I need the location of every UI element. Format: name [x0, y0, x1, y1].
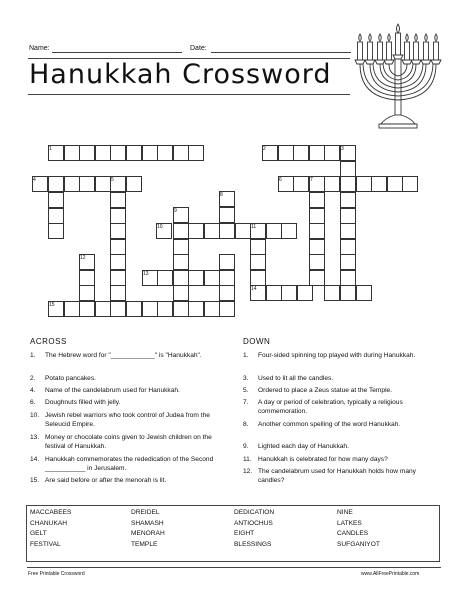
grid-cell[interactable] — [356, 176, 372, 192]
clue-text: Hanukkah is celebrated for how many days? — [258, 456, 388, 463]
down-heading: DOWN — [243, 337, 271, 346]
clue-text: Potato pancakes. — [45, 375, 96, 382]
clue-text: Are said before or after the menorah is lit. — [45, 477, 167, 484]
clue-number: 13 — [143, 270, 149, 277]
clue-number: 7. — [243, 399, 249, 406]
grid-cell[interactable] — [297, 285, 313, 301]
grid-cell[interactable] — [309, 208, 325, 224]
grid-cell[interactable] — [309, 145, 325, 161]
grid-cell[interactable] — [173, 239, 189, 255]
grid-cell[interactable] — [110, 223, 126, 239]
word-bank-item: ANTIOCHUS — [234, 519, 273, 527]
grid-cell[interactable] — [340, 270, 356, 286]
clue-number: 11. — [243, 456, 252, 463]
clue-number: 3. — [243, 375, 249, 382]
grid-cell[interactable] — [250, 270, 266, 286]
grid-cell[interactable] — [79, 176, 95, 192]
grid-cell[interactable] — [324, 145, 340, 161]
grid-cell[interactable] — [64, 301, 80, 317]
grid-cell[interactable] — [356, 285, 372, 301]
grid-cell[interactable] — [110, 208, 126, 224]
grid-cell[interactable] — [278, 145, 294, 161]
grid-cell[interactable] — [219, 254, 235, 270]
clue-text: Doughnuts filled with jelly. — [45, 399, 121, 406]
grid-cell[interactable] — [95, 145, 111, 161]
clue-text: The Hebrew word for "____________" is "Hanukkah". — [45, 352, 202, 359]
grid-cell[interactable] — [157, 145, 173, 161]
word-bank-item: CHANUKAH — [30, 519, 68, 527]
grid-cell[interactable] — [219, 270, 235, 286]
word-bank-item: TEMPLE — [131, 540, 158, 548]
clue-number: 4. — [30, 387, 36, 394]
clue-text: Another common spelling of the word Hanukkah. — [258, 421, 401, 428]
grid-cell[interactable] — [309, 192, 325, 208]
footer-left: Free Printable Crossword — [28, 571, 85, 577]
grid-cell[interactable] — [173, 223, 189, 239]
grid-cell[interactable] — [340, 254, 356, 270]
clue-number: 9 — [174, 207, 177, 214]
grid-cell[interactable] — [219, 223, 235, 239]
clue-number: 8 — [220, 191, 223, 198]
grid-cell[interactable] — [157, 270, 173, 286]
grid-cell[interactable] — [48, 192, 64, 208]
grid-cell[interactable] — [281, 223, 297, 239]
name-label: Name: — [29, 45, 50, 52]
clue-number: 2 — [263, 145, 266, 152]
word-bank — [26, 505, 440, 562]
grid-cell[interactable] — [402, 176, 418, 192]
word-bank-item: NINE — [337, 509, 353, 516]
name-line[interactable] — [52, 52, 182, 53]
word-bank-item: DEDICATION — [234, 509, 275, 516]
grid-cell[interactable] — [266, 285, 282, 301]
clue-number: 1 — [49, 145, 52, 152]
footer-rule — [27, 567, 441, 568]
clue-number: 12 — [80, 254, 86, 261]
clue-number: 6 — [279, 176, 282, 183]
clue-text: Lighted each day of Hanukkah. — [258, 443, 349, 450]
grid-cell[interactable] — [188, 145, 204, 161]
word-bank-item: LATKES — [337, 519, 362, 527]
header-bottom-rule — [28, 94, 350, 95]
grid-cell[interactable] — [110, 301, 126, 317]
clue-number: 1. — [243, 352, 249, 359]
grid-cell[interactable] — [173, 270, 189, 286]
word-bank-item: SUFGANIYOT — [337, 540, 380, 548]
grid-cell[interactable] — [324, 285, 340, 301]
grid-cell[interactable] — [79, 301, 95, 317]
across-heading: ACROSS — [30, 337, 67, 346]
grid-cell[interactable] — [95, 301, 111, 317]
clue-number: 4 — [33, 176, 36, 183]
grid-cell[interactable] — [188, 301, 204, 317]
grid-cell[interactable] — [110, 254, 126, 270]
clue-text: Name of the candelabrum used for Hanukkah. — [45, 387, 180, 394]
grid-cell[interactable] — [235, 223, 251, 239]
clue-number: 2. — [30, 375, 36, 382]
grid-cell[interactable] — [79, 270, 95, 286]
clue-number: 10 — [157, 223, 163, 230]
grid-cell[interactable] — [293, 145, 309, 161]
grid-cell[interactable] — [204, 223, 220, 239]
clue-number: 9. — [243, 443, 249, 450]
grid-cell[interactable] — [188, 223, 204, 239]
word-bank-item: CANDLES — [337, 530, 369, 537]
clue-number: 10. — [30, 412, 40, 419]
clue-number: 15. — [30, 477, 40, 484]
grid-cell[interactable] — [126, 145, 142, 161]
clue-number: 14 — [251, 285, 257, 292]
grid-cell[interactable] — [95, 176, 111, 192]
grid-cell[interactable] — [204, 301, 220, 317]
grid-cell[interactable] — [219, 301, 235, 317]
grid-cell[interactable] — [250, 254, 266, 270]
word-bank-item: MENORAH — [131, 530, 165, 537]
grid-cell[interactable] — [219, 285, 235, 301]
grid-cell[interactable] — [324, 176, 340, 192]
grid-cell[interactable] — [126, 176, 142, 192]
grid-cell[interactable] — [340, 161, 356, 177]
grid-cell[interactable] — [157, 301, 173, 317]
grid-cell[interactable] — [110, 192, 126, 208]
clue-number: 14. — [30, 456, 40, 463]
clue-number: 8. — [243, 421, 249, 428]
grid-cell[interactable] — [219, 207, 235, 223]
grid-cell[interactable] — [173, 301, 189, 317]
grid-cell[interactable] — [126, 301, 142, 317]
grid-cell[interactable] — [371, 176, 387, 192]
grid-cell[interactable] — [188, 270, 204, 286]
grid-cell[interactable] — [281, 285, 297, 301]
clue-number: 5 — [111, 176, 114, 183]
word-bank-item: MACCABEES — [30, 509, 72, 516]
word-bank-item: SHAMASH — [131, 519, 164, 527]
grid-cell[interactable] — [293, 176, 309, 192]
grid-cell[interactable] — [387, 176, 403, 192]
grid-cell[interactable] — [309, 223, 325, 239]
grid-cell[interactable] — [110, 270, 126, 286]
footer-right[interactable]: www.AllFreePrintable.com — [361, 571, 420, 577]
grid-cell[interactable] — [110, 239, 126, 255]
grid-cell[interactable] — [48, 208, 64, 224]
grid-cell[interactable] — [173, 254, 189, 270]
clue-text: Ordered to place a Zeus statue at the Temple. — [258, 387, 393, 394]
grid-cell[interactable] — [250, 239, 266, 255]
grid-cell[interactable] — [173, 285, 189, 301]
clue-number: 3 — [341, 145, 344, 152]
clue-number: 15 — [49, 301, 55, 308]
grid-cell[interactable] — [48, 176, 64, 192]
page-title: Hanukkah Crossword — [29, 59, 332, 90]
grid-cell[interactable] — [142, 301, 158, 317]
word-bank-item: FESTIVAL — [30, 540, 61, 548]
clue-text: Hanukkah commemorates the rededication of the Second ___________ in Jerusalem. — [45, 456, 214, 472]
grid-cell[interactable] — [309, 254, 325, 270]
word-bank-item: EIGHT — [234, 530, 255, 537]
grid-cell[interactable] — [64, 176, 80, 192]
clue-text: Jewish rebel warriors who took control of Judea from the Seleucid Empire. — [45, 412, 210, 428]
grid-cell[interactable] — [79, 145, 95, 161]
grid-cell[interactable] — [340, 285, 356, 301]
grid-cell[interactable] — [110, 145, 126, 161]
clue-number: 6. — [30, 399, 36, 406]
date-line[interactable] — [211, 52, 351, 53]
clue-number: 5. — [243, 387, 249, 394]
grid-cell[interactable] — [79, 285, 95, 301]
grid-cell[interactable] — [64, 145, 80, 161]
clue-number: 13. — [30, 434, 40, 441]
grid-cell[interactable] — [309, 239, 325, 255]
grid-cell[interactable] — [340, 208, 356, 224]
grid-cell[interactable] — [340, 239, 356, 255]
word-bank-item: DREIDEL — [131, 509, 160, 516]
word-bank-item: GELT — [30, 530, 47, 537]
clue-number: 12. — [243, 468, 253, 475]
grid-cell[interactable] — [173, 145, 189, 161]
menorah-icon — [352, 20, 444, 132]
grid-cell[interactable] — [110, 285, 126, 301]
clue-text: The candelabrum used for Hanukkah holds how many candles? — [258, 468, 416, 484]
word-bank-item: BLESSINGS — [234, 540, 272, 548]
grid-cell[interactable] — [340, 192, 356, 208]
grid-cell[interactable] — [309, 270, 325, 286]
clue-number: 1. — [30, 352, 36, 359]
clue-text: A day or period of celebration, typically a religious commemoration. — [258, 399, 403, 415]
grid-cell[interactable] — [142, 145, 158, 161]
clue-number: 11 — [251, 223, 257, 230]
grid-cell[interactable] — [340, 176, 356, 192]
grid-cell[interactable] — [266, 223, 282, 239]
grid-cell[interactable] — [340, 223, 356, 239]
date-label: Date: — [190, 45, 207, 52]
grid-cell[interactable] — [204, 270, 220, 286]
clue-number: 7 — [310, 176, 313, 183]
clue-text: Used to lit all the candles. — [258, 375, 334, 382]
clue-text: Money or chocolate coins given to Jewish children on the festival of Hanukkah. — [45, 434, 212, 450]
clue-text: Four-sided spinning top played with during Hanukkah. — [258, 352, 416, 359]
grid-cell[interactable] — [48, 223, 64, 239]
